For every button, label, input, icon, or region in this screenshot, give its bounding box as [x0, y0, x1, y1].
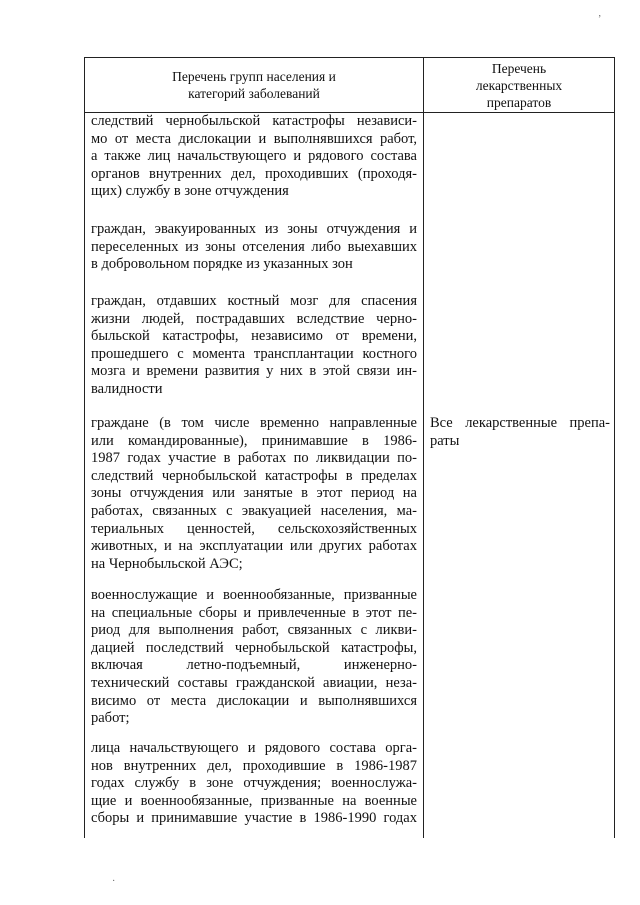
header-left-line: Перечень групп населения и	[172, 69, 336, 84]
scan-mark: ·	[112, 876, 116, 887]
document-table	[84, 57, 615, 838]
text-line: технический составы гражданской авиации, неза-	[91, 674, 417, 691]
text-line: в добровольном порядке из указанных зон	[91, 256, 353, 273]
text-line: следствий чернобыльской катастрофы независи-	[91, 113, 417, 129]
header-population-groups	[85, 58, 423, 112]
text-line: а также лиц начальствующего и рядового состава	[91, 148, 417, 165]
text-line: мозга и времени развития у них в этой связи ин-	[91, 363, 417, 380]
paragraph-internal-affairs-staff	[91, 740, 417, 828]
text-line: дацией последствий чернобыльской катастрофы,	[91, 639, 417, 656]
text-line: граждан, эвакуированных из зоны отчуждения и	[91, 221, 417, 237]
header-left-line: категорий заболеваний	[188, 86, 320, 101]
header-right-line: лекарственных	[475, 77, 563, 93]
text-line: на Чернобыльской АЭС;	[91, 555, 243, 572]
text-line: сборы и принимавшие участие в 1986-1990 годах	[91, 810, 417, 827]
text-line: риод для выполнения работ, связанных с ликви-	[91, 622, 417, 639]
paragraph-evacuated-citizens	[91, 221, 417, 274]
paragraph-military-personnel	[91, 587, 417, 728]
header-right-line: препаратов	[486, 94, 552, 110]
header-drug-list	[424, 58, 614, 112]
paragraph-continuation	[91, 113, 417, 201]
text-line: животных, и на эксплуатации или других работах	[91, 538, 417, 555]
text-line: военнослужащие и военнообязанные, призванные	[91, 587, 417, 603]
text-line: жизни людей, пострадавших вследствие черно-	[91, 310, 417, 327]
drugs-cell	[430, 415, 610, 450]
text-line: граждан, отдавших костный мозг для спасения	[91, 293, 417, 309]
text-line: прошедшего с момента трансплантации костного	[91, 345, 417, 362]
text-line: годах службу в зоне отчуждения; военнослужа-	[91, 775, 417, 792]
text-line: 1987 годах участие в работах по ликвидации по-	[91, 450, 417, 467]
text-line: щие и военнообязанные, призванные на военные	[91, 792, 417, 809]
text-line: мо от места дислокации и выполнявшихся работ,	[91, 130, 417, 147]
paragraph-liquidation-participants	[91, 415, 417, 573]
drugs-line: Все лекарственные препа-	[430, 415, 610, 431]
drugs-line: раты	[430, 432, 460, 449]
text-line: работ;	[91, 710, 130, 727]
text-line: работах, связанных с эвакуацией населения, ма-	[91, 502, 417, 519]
column-divider	[423, 58, 424, 838]
paragraph-bone-marrow-donors	[91, 293, 417, 399]
text-line: граждане (в том числе временно направленные	[91, 415, 417, 431]
text-line: валидности	[91, 380, 163, 397]
text-line: органов внутренних дел, проходивших (проходя-	[91, 165, 417, 182]
text-line: на специальные сборы и привлеченные в этот пе-	[91, 604, 417, 621]
scan-mark: ʼ	[598, 14, 602, 25]
text-line: или командированные), принимавшие в 1986-	[91, 432, 417, 449]
text-line: переселенных из зоны отселения либо выехавших	[91, 238, 417, 255]
text-line: включая летно-подъемный, инженерно-	[91, 657, 417, 674]
header-right-line: Перечень	[491, 60, 547, 76]
text-line: зоны отчуждения или занятые в этот период на	[91, 485, 417, 502]
text-line: лица начальствующего и рядового состава орга-	[91, 740, 417, 756]
text-line: быльской катастрофы, независимо от времени,	[91, 328, 417, 345]
text-line: висимо от места дислокации и выполнявшихся	[91, 692, 417, 709]
text-line: следствий чернобыльской катастрофы в пределах	[91, 467, 417, 484]
text-line: щих) службу в зоне отчуждения	[91, 183, 289, 200]
text-line: териальных ценностей, сельскохозяйственных	[91, 520, 417, 537]
text-line: нов внутренних дел, проходившие в 1986-1987	[91, 757, 417, 774]
